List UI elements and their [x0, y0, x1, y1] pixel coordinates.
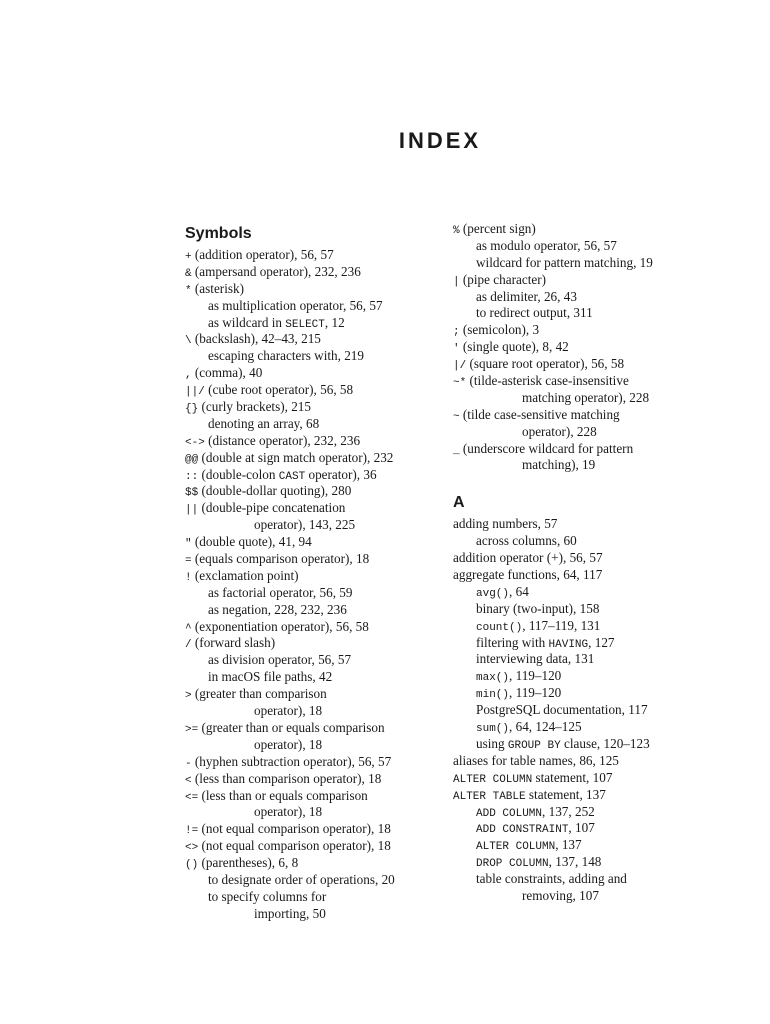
index-subentry — [453, 289, 753, 306]
entry-text: (square root operator), 56, 58 — [466, 356, 625, 372]
entry-text: (asterisk) — [191, 280, 244, 296]
index-subentry — [185, 585, 485, 602]
index-entry — [185, 754, 485, 771]
code-term: = — [185, 555, 192, 568]
entry-text: (cube root operator), 56, 58 — [204, 382, 354, 398]
entry-text: (double at sign match operator), 232 — [198, 449, 394, 465]
entry-text: using — [476, 735, 508, 751]
index-entry — [185, 500, 485, 517]
entry-text: , 64 — [509, 583, 529, 599]
index-subentry — [453, 533, 753, 550]
entry-text: (comma), 40 — [191, 365, 263, 381]
entry-text: operator), 18 — [254, 804, 323, 820]
code-term: :: — [185, 470, 199, 483]
index-entry — [185, 788, 485, 805]
entry-text: , 127 — [588, 634, 615, 650]
entry-text: matching), 19 — [522, 457, 596, 473]
entry-text: (double-colon — [198, 466, 279, 482]
index-subentry — [453, 238, 753, 255]
index-subentry — [185, 348, 485, 365]
index-subentry — [453, 685, 753, 702]
index-entry-continuation — [185, 517, 485, 534]
code-term: > — [185, 690, 192, 703]
entry-text: (parentheses), 6, 8 — [198, 855, 299, 871]
code-term: ||/ — [185, 386, 205, 399]
index-entry — [185, 382, 485, 399]
page-title: INDEX — [398, 128, 482, 153]
index-subentry — [185, 669, 485, 686]
index-subentry — [453, 854, 753, 871]
code-term: \ — [185, 335, 192, 348]
entry-text: , 64, 124–125 — [509, 719, 582, 735]
entry-text: , 119–120 — [509, 685, 562, 701]
entry-text: (equals comparison operator), 18 — [191, 551, 370, 567]
index-entry — [453, 373, 753, 390]
entry-text: (underscore wildcard for pattern — [459, 440, 634, 456]
entry-text: removing, 107 — [522, 887, 599, 903]
entry-text: as multiplication operator, 56, 57 — [208, 297, 383, 313]
index-entry — [453, 770, 753, 787]
entry-text: (pipe character) — [459, 271, 546, 287]
index-entry — [185, 838, 485, 855]
entry-text: as division operator, 56, 57 — [208, 652, 352, 668]
entry-text: as modulo operator, 56, 57 — [476, 237, 617, 253]
index-entry-continuation — [185, 804, 485, 821]
entry-text: (percent sign) — [459, 221, 536, 236]
code-term: || — [185, 504, 199, 517]
code-term: ! — [185, 571, 192, 584]
index-subentry — [453, 668, 753, 685]
entry-text: (backslash), 42–43, 215 — [191, 331, 321, 347]
index-subentry — [185, 602, 485, 619]
code-term: min() — [476, 689, 510, 702]
index-entry — [185, 433, 485, 450]
entry-text: (greater than or equals comparison — [198, 719, 385, 735]
code-term: != — [185, 825, 199, 838]
code-term: " — [185, 538, 192, 551]
index-entry — [453, 516, 753, 533]
code-term: ALTER TABLE — [453, 790, 526, 803]
code-term: sum() — [476, 723, 510, 736]
entry-text: (greater than comparison — [191, 686, 327, 702]
index-entry-continuation — [453, 424, 753, 441]
code-term: <> — [185, 842, 199, 855]
entry-text: , 12 — [324, 314, 345, 330]
entry-text: matching operator), 228 — [522, 389, 650, 405]
left-column — [185, 221, 485, 923]
index-entry — [453, 322, 753, 339]
entry-text: to designate order of operations, 20 — [208, 871, 395, 887]
section-heading: A — [453, 494, 465, 512]
index-entry — [185, 264, 485, 281]
code-term: _ — [453, 444, 460, 457]
code-term: , — [185, 369, 192, 382]
index-subentry — [453, 804, 753, 821]
index-entry — [185, 821, 485, 838]
entry-text: operator), 18 — [254, 736, 323, 752]
entry-text: (addition operator), 56, 57 — [191, 247, 334, 262]
index-subentry — [453, 871, 753, 888]
code-term: {} — [185, 403, 199, 416]
index-entry — [185, 551, 485, 568]
index-entry — [453, 407, 753, 424]
code-term: DROP COLUMN — [476, 858, 549, 871]
code-term: $$ — [185, 487, 199, 500]
index-entry-continuation — [453, 888, 753, 905]
entry-text: aliases for table names, 86, 125 — [453, 752, 619, 768]
index-subentry — [185, 652, 485, 669]
entry-text: PostgreSQL documentation, 117 — [476, 702, 648, 718]
entry-text: (double-pipe concatenation — [198, 500, 346, 516]
index-subentry — [185, 872, 485, 889]
entry-text: in macOS file paths, 42 — [208, 669, 333, 685]
entry-text: operator), 18 — [254, 703, 323, 719]
entry-text: aggregate functions, 64, 117 — [453, 567, 603, 583]
code-term: max() — [476, 672, 510, 685]
entry-text: to specify columns for — [208, 888, 327, 904]
entry-text: operator), 228 — [522, 423, 597, 439]
code-term: @@ — [185, 453, 199, 466]
entry-text: (less than or equals comparison — [198, 787, 368, 803]
index-entry — [185, 450, 485, 467]
entry-text: operator), 36 — [305, 466, 377, 482]
entry-text: (tilde-asterisk case-insensitive — [466, 373, 629, 389]
index-subentry — [453, 702, 753, 719]
entry-text: as negation, 228, 232, 236 — [208, 601, 347, 617]
code-term: & — [185, 267, 192, 280]
code-term: >= — [185, 723, 199, 736]
code-term: <-> — [185, 436, 205, 449]
index-entry-continuation — [453, 457, 753, 474]
entry-text: (tilde case-sensitive matching — [459, 406, 620, 422]
code-term: |/ — [453, 360, 467, 373]
entry-text: (semicolon), 3 — [459, 322, 540, 338]
entry-text: across columns, 60 — [476, 533, 577, 549]
index-entry — [185, 568, 485, 585]
index-entry — [185, 855, 485, 872]
entry-text: , 137, 148 — [548, 854, 602, 870]
entry-text: , 107 — [568, 820, 595, 836]
index-subentry — [185, 416, 485, 433]
index-subentry — [453, 736, 753, 753]
code-term: CAST — [278, 470, 306, 483]
entry-text: interviewing data, 131 — [476, 651, 595, 667]
entry-text: importing, 50 — [254, 905, 326, 921]
entry-text: as factorial operator, 56, 59 — [208, 584, 353, 600]
entry-text: addition operator (+), 56, 57 — [453, 550, 603, 566]
entry-text: as wildcard in — [208, 314, 286, 330]
section-heading: Symbols — [185, 225, 252, 242]
index-entry — [453, 272, 753, 289]
entry-text: statement, 137 — [525, 786, 606, 802]
code-term: + — [185, 251, 192, 263]
index-entry — [453, 339, 753, 356]
index-entry — [185, 720, 485, 737]
code-term: ; — [453, 326, 460, 339]
index-entry — [185, 467, 485, 484]
index-subentry — [185, 298, 485, 315]
index-entry — [453, 550, 753, 567]
index-subentry — [453, 635, 753, 652]
entry-text: (distance operator), 232, 236 — [204, 432, 361, 448]
index-entry — [453, 356, 753, 373]
code-term: ~ — [453, 410, 460, 423]
code-term: - — [185, 757, 192, 770]
index-subentry — [453, 255, 753, 272]
entry-text: (forward slash) — [191, 635, 276, 651]
code-term: ~* — [453, 377, 467, 390]
index-subentry — [453, 584, 753, 601]
code-term: < — [185, 774, 192, 787]
code-term: ALTER COLUMN — [453, 773, 533, 786]
index-subentry — [185, 315, 485, 332]
index-subentry — [453, 719, 753, 736]
entry-text: (single quote), 8, 42 — [459, 339, 569, 355]
index-entry — [185, 686, 485, 703]
index-entry-continuation — [185, 703, 485, 720]
entry-text: (not equal comparison operator), 18 — [198, 838, 391, 854]
entry-text: escaping characters with, 219 — [208, 348, 364, 364]
entry-text: filtering with — [476, 634, 549, 650]
entry-text: , 137, 252 — [542, 803, 595, 819]
entry-text: (hyphen subtraction operator), 56, 57 — [191, 753, 392, 769]
entry-text: (not equal comparison operator), 18 — [198, 821, 391, 837]
index-subentry — [453, 820, 753, 837]
index-subentry — [453, 601, 753, 618]
index-entry — [185, 399, 485, 416]
index-entry — [185, 281, 485, 298]
index-entry-continuation — [453, 390, 753, 407]
code-term: ALTER COLUMN — [476, 841, 556, 854]
entry-text: , 119–120 — [509, 668, 562, 684]
index-entry — [185, 635, 485, 652]
index-subentry — [453, 837, 753, 854]
index-entry — [185, 247, 485, 264]
index-entry — [185, 331, 485, 348]
entry-text: to redirect output, 311 — [476, 305, 593, 321]
code-term: <= — [185, 791, 199, 804]
entry-text: (exclamation point) — [191, 567, 299, 583]
entry-text: (ampersand operator), 232, 236 — [191, 263, 361, 279]
index-entry — [185, 534, 485, 551]
code-term: HAVING — [548, 638, 589, 651]
index-entry-continuation — [185, 906, 485, 923]
code-term: | — [453, 275, 460, 288]
index-entry — [453, 787, 753, 804]
code-term: count() — [476, 621, 523, 634]
index-subentry — [185, 889, 485, 906]
index-entry — [185, 365, 485, 382]
entry-text: clause, 120–123 — [560, 735, 650, 751]
entry-text: (double quote), 41, 94 — [191, 534, 312, 550]
code-term: * — [185, 284, 192, 297]
code-term: GROUP BY — [507, 739, 561, 752]
index-entry — [453, 567, 753, 584]
entry-text: binary (two-input), 158 — [476, 600, 600, 616]
index-entry — [453, 221, 753, 238]
entry-text: statement, 107 — [532, 769, 613, 785]
index-subentry — [453, 305, 753, 322]
code-term: SELECT — [285, 318, 325, 331]
index-entry — [453, 441, 753, 458]
index-subentry — [453, 618, 753, 635]
code-term: ADD COLUMN — [476, 807, 543, 820]
index-subentry — [453, 651, 753, 668]
index-entry — [185, 771, 485, 788]
code-term: ' — [453, 343, 460, 356]
entry-text: denoting an array, 68 — [208, 415, 320, 431]
entry-text: , 137 — [555, 837, 582, 853]
right-column — [453, 221, 753, 905]
code-term: ADD CONSTRAINT — [476, 824, 569, 837]
entry-text: (curly brackets), 215 — [198, 399, 311, 415]
entry-text: table constraints, adding and — [476, 871, 627, 887]
code-term: () — [185, 859, 199, 872]
code-term: % — [453, 225, 460, 237]
code-term: / — [185, 639, 192, 652]
index-entry — [185, 619, 485, 636]
entry-text: as delimiter, 26, 43 — [476, 288, 577, 304]
code-term: ^ — [185, 622, 192, 635]
entry-text: (less than comparison operator), 18 — [191, 770, 382, 786]
entry-text: operator), 143, 225 — [254, 517, 356, 533]
entry-text: (double-dollar quoting), 280 — [198, 483, 352, 499]
entry-text: , 117–119, 131 — [522, 617, 601, 633]
entry-text: (exponentiation operator), 56, 58 — [191, 618, 369, 634]
entry-text: adding numbers, 57 — [453, 516, 558, 532]
entry-text: wildcard for pattern matching, 19 — [476, 254, 653, 270]
index-entry — [185, 483, 485, 500]
index-entry-continuation — [185, 737, 485, 754]
index-entry — [453, 753, 753, 770]
code-term: avg() — [476, 587, 510, 600]
